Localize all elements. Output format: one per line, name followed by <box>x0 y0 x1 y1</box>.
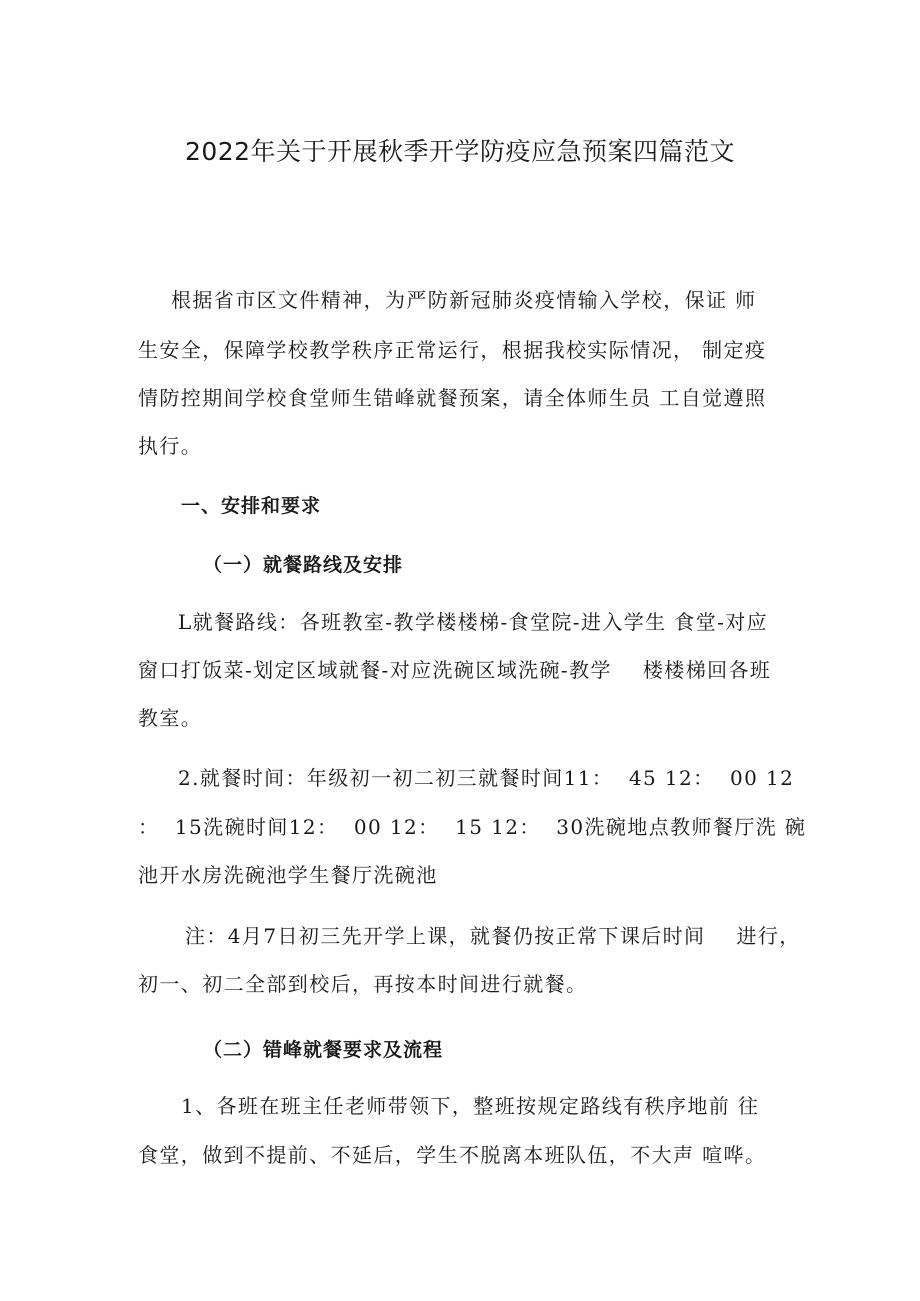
time-line: 池开水房洗碗池学生餐厅洗碗池 <box>138 863 438 887</box>
intro-line: 根据省市区文件精神，为严防新冠肺炎疫情输入学校，保证 师 <box>171 288 757 312</box>
time-line: ： 15洗碗时间12： 00 12： 15 12： 30洗碗地点教师餐厅洗 碗 <box>138 815 807 839</box>
route-line: 教室。 <box>138 706 203 730</box>
intro-line: 执行。 <box>138 434 203 458</box>
intro-line: 生安全，保障学校教学秩序正常运行，根据我校实际情况， 制定疫 <box>138 338 767 362</box>
requirement-line: 1、各班在班主任老师带领下，整班按规定路线有秩序地前 往 <box>181 1094 760 1118</box>
route-line: 窗口打饭菜-划定区域就餐-对应洗碗区域洗碗-教学 楼楼梯回各班 <box>138 658 772 682</box>
document-title: 2022年关于开展秋季开学防疫应急预案四篇范文 <box>184 137 736 166</box>
section-heading: 一、安排和要求 <box>181 495 322 517</box>
note-line: 注：4月7日初三先开学上课，就餐仍按正常下课后时间 进行， <box>185 924 801 948</box>
time-line: 2.就餐时间：年级初一初二初三就餐时间11： 45 12： 00 12 <box>178 766 795 790</box>
subsection-heading: （二）错峰就餐要求及流程 <box>203 1039 444 1061</box>
subsection-heading: （一）就餐路线及安排 <box>203 554 404 576</box>
intro-line: 情防控期间学校食堂师生错峰就餐预案，请全体师生员 工自觉遵照 <box>138 386 767 410</box>
requirement-line: 食堂，做到不提前、不延后，学生不脱离本班队伍，不大声 喧哗。 <box>138 1143 767 1167</box>
route-line: L就餐路线：各班教室-教学楼楼梯-食堂院-进入学生 食堂-对应 <box>178 610 769 634</box>
note-line: 初一、初二全部到校后，再按本时间进行就餐。 <box>138 972 588 996</box>
